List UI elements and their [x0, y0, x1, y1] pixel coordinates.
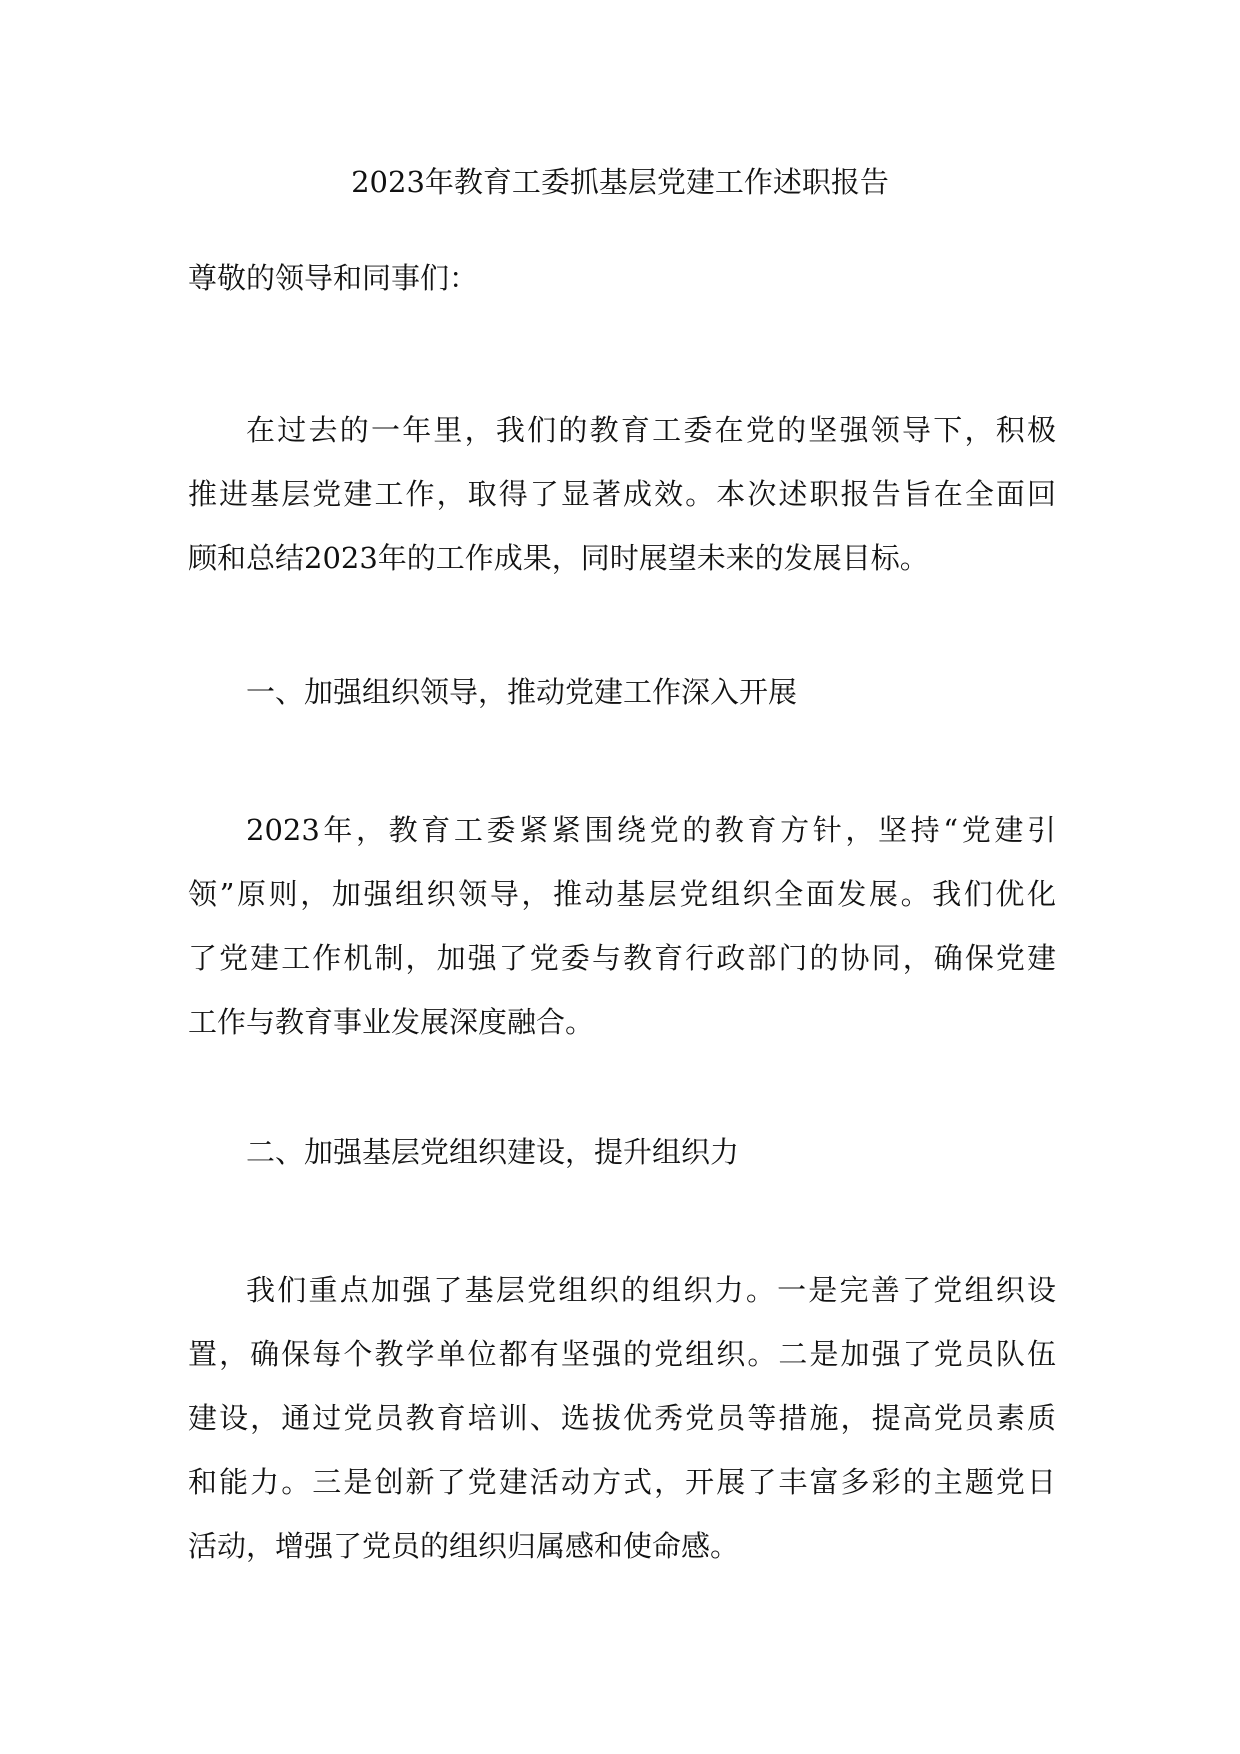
intro-line-1: 在过去的一年里，我们的教育工委在党的坚强领导下，积极: [246, 413, 1056, 447]
section-1-line-4: 工作与教育事业发展深度融合。: [188, 1005, 595, 1039]
section-1-line-1: 2023年，教育工委紧紧围绕党的教育方针，坚持“党建引: [246, 813, 1056, 847]
section-1-line-2: 领”原则，加强组织领导，推动基层党组织全面发展。我们优化: [188, 877, 1056, 911]
section-2-line-4: 和能力。三是创新了党建活动方式，开展了丰富多彩的主题党日: [188, 1465, 1056, 1499]
section-1-line-3: 了党建工作机制，加强了党委与教育行政部门的协同，确保党建: [188, 941, 1056, 975]
section-2-line-2: 置，确保每个教学单位都有坚强的党组织。二是加强了党员队伍: [188, 1337, 1056, 1371]
intro-line-2: 推进基层党建工作，取得了显著成效。本次述职报告旨在全面回: [188, 477, 1056, 511]
section-1-paragraph: [188, 798, 1056, 1054]
intro-line-3: 顾和总结2023年的工作成果，同时展望未来的发展目标。: [188, 541, 929, 575]
section-1-heading: 一、加强组织领导，推动党建工作深入开展: [246, 675, 798, 709]
section-2-line-5: 活动，增强了党员的组织归属感和使命感。: [188, 1529, 740, 1563]
intro-paragraph: [188, 398, 1056, 590]
document-title: 2023年教育工委抓基层党建工作述职报告: [351, 165, 889, 199]
salutation: 尊敬的领导和同事们：: [188, 261, 479, 295]
section-2-heading: 二、加强基层党组织建设，提升组织力: [246, 1135, 740, 1169]
section-2-line-3: 建设，通过党员教育培训、选拔优秀党员等措施，提高党员素质: [188, 1401, 1056, 1435]
section-2-line-1: 我们重点加强了基层党组织的组织力。一是完善了党组织设: [246, 1273, 1056, 1307]
section-2-paragraph: [188, 1258, 1056, 1578]
